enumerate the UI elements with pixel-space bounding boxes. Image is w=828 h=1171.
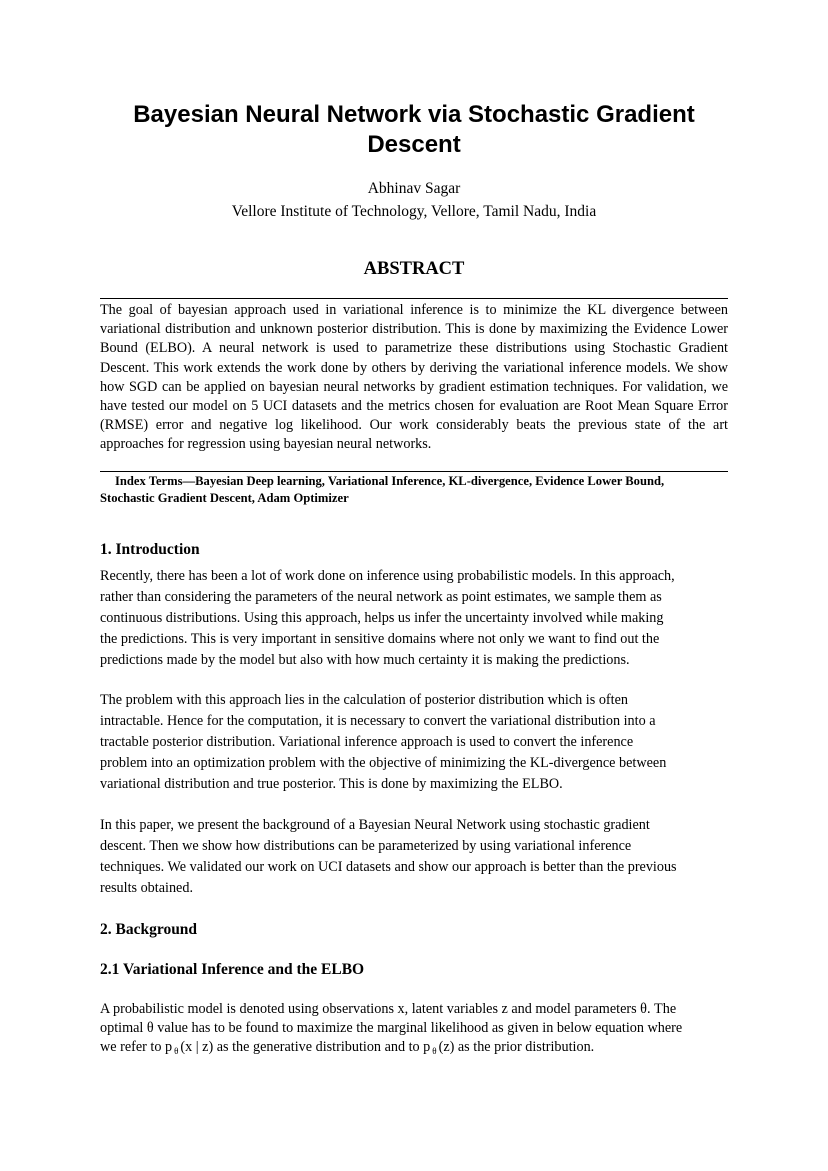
text-line: descent. Then we show how distributions can be parameterized by using variational inference [100, 837, 632, 854]
text-line: problem into an optimization problem with the objective of minimizing the KL-divergence between [100, 754, 667, 771]
theta-subscript: θ [432, 1046, 437, 1057]
text-line: the predictions. This is very important in sensitive domains where not only we want to find out the [100, 630, 660, 647]
abstract-bottom-rule [100, 471, 728, 472]
section-heading-background: 2. Background [100, 921, 198, 938]
theta-subscript: θ [174, 1046, 179, 1057]
intro-paragraph-1 [100, 566, 730, 671]
title-line-1: Bayesian Neural Network via Stochastic Gradient [133, 101, 695, 128]
text-line: predictions made by the model but also with how much certainty it is making the predictions. [100, 651, 630, 668]
text-fragment: (z) as the prior distribution. [438, 1039, 595, 1056]
index-terms-line-2: Stochastic Gradient Descent, Adam Optimizer [100, 491, 349, 505]
author-block [100, 177, 728, 223]
text-line [100, 1039, 594, 1055]
background-paragraph [100, 1000, 728, 1062]
title-line-2: Descent [367, 131, 461, 158]
text-fragment: we refer to p [100, 1039, 173, 1056]
abstract-heading: ABSTRACT [363, 259, 465, 279]
text-fragment: (x | z) as the generative distribution and to p [180, 1039, 431, 1056]
index-terms [100, 473, 728, 507]
text-line: tractable posterior distribution. Variational inference approach is used to convert the inference [100, 733, 634, 750]
section-heading-introduction: 1. Introduction [100, 541, 200, 558]
text-line: In this paper, we present the background of a Bayesian Neural Network using stochastic gradient [100, 817, 650, 833]
text-line: techniques. We validated our work on UCI datasets and show our approach is better than the previous [100, 858, 677, 875]
author-name: Abhinav Sagar [367, 180, 461, 197]
text-line: A probabilistic model is denoted using observations x, latent variables z and model parameters θ. The [100, 1001, 677, 1017]
abstract-top-rule [100, 298, 728, 299]
subsection-heading-variational-inference: 2.1 Variational Inference and the ELBO [100, 961, 365, 978]
intro-paragraph-3 [100, 815, 730, 899]
text-line: intractable. Hence for the computation, it is necessary to convert the variational distribution into a [100, 712, 656, 729]
paper-title [100, 100, 728, 160]
text-line: rather than considering the parameters of the neural network as point estimates, we sample them as [100, 588, 662, 605]
text-line: continuous distributions. Using this approach, helps us infer the uncertainty involved while making [100, 609, 664, 626]
index-terms-line-1: Index Terms—Bayesian Deep learning, Variational Inference, KL-divergence, Evidence Lower Bound, [115, 474, 665, 488]
text-line: variational distribution and true posterior. This is done by maximizing the ELBO. [100, 775, 563, 792]
text-line: The problem with this approach lies in the calculation of posterior distribution which is often [100, 692, 628, 708]
text-line: Recently, there has been a lot of work done on inference using probabilistic models. In this approach, [100, 568, 675, 584]
author-affiliation: Vellore Institute of Technology, Vellore, Tamil Nadu, India [231, 203, 597, 220]
text-line: results obtained. [100, 879, 193, 896]
text-line: optimal θ value has to be found to maximize the marginal likelihood as given in below equation where [100, 1020, 683, 1037]
intro-paragraph-2 [100, 690, 730, 795]
abstract-text: The goal of bayesian approach used in variational inference is to minimize the KL divergence between variational distribution and unknown posterior distribution. This is done by maximizing the Evidence Lower Bound (ELBO). A neural network is used to parametrize these distributions using Stochastic Gradient Descent. This work extends the work done by others by deriving the variational inference models. We show how SGD can be applied on bayesian neural networks by gradient estimation techniques. For validation, we have tested our model on 5 UCI datasets and the metrics chosen for evaluation are Root Mean Square Error (RMSE) error and negative log likelihood. Our work considerably beats the previous state of the art approaches for regression using bayesian neural networks. [100, 302, 728, 453]
